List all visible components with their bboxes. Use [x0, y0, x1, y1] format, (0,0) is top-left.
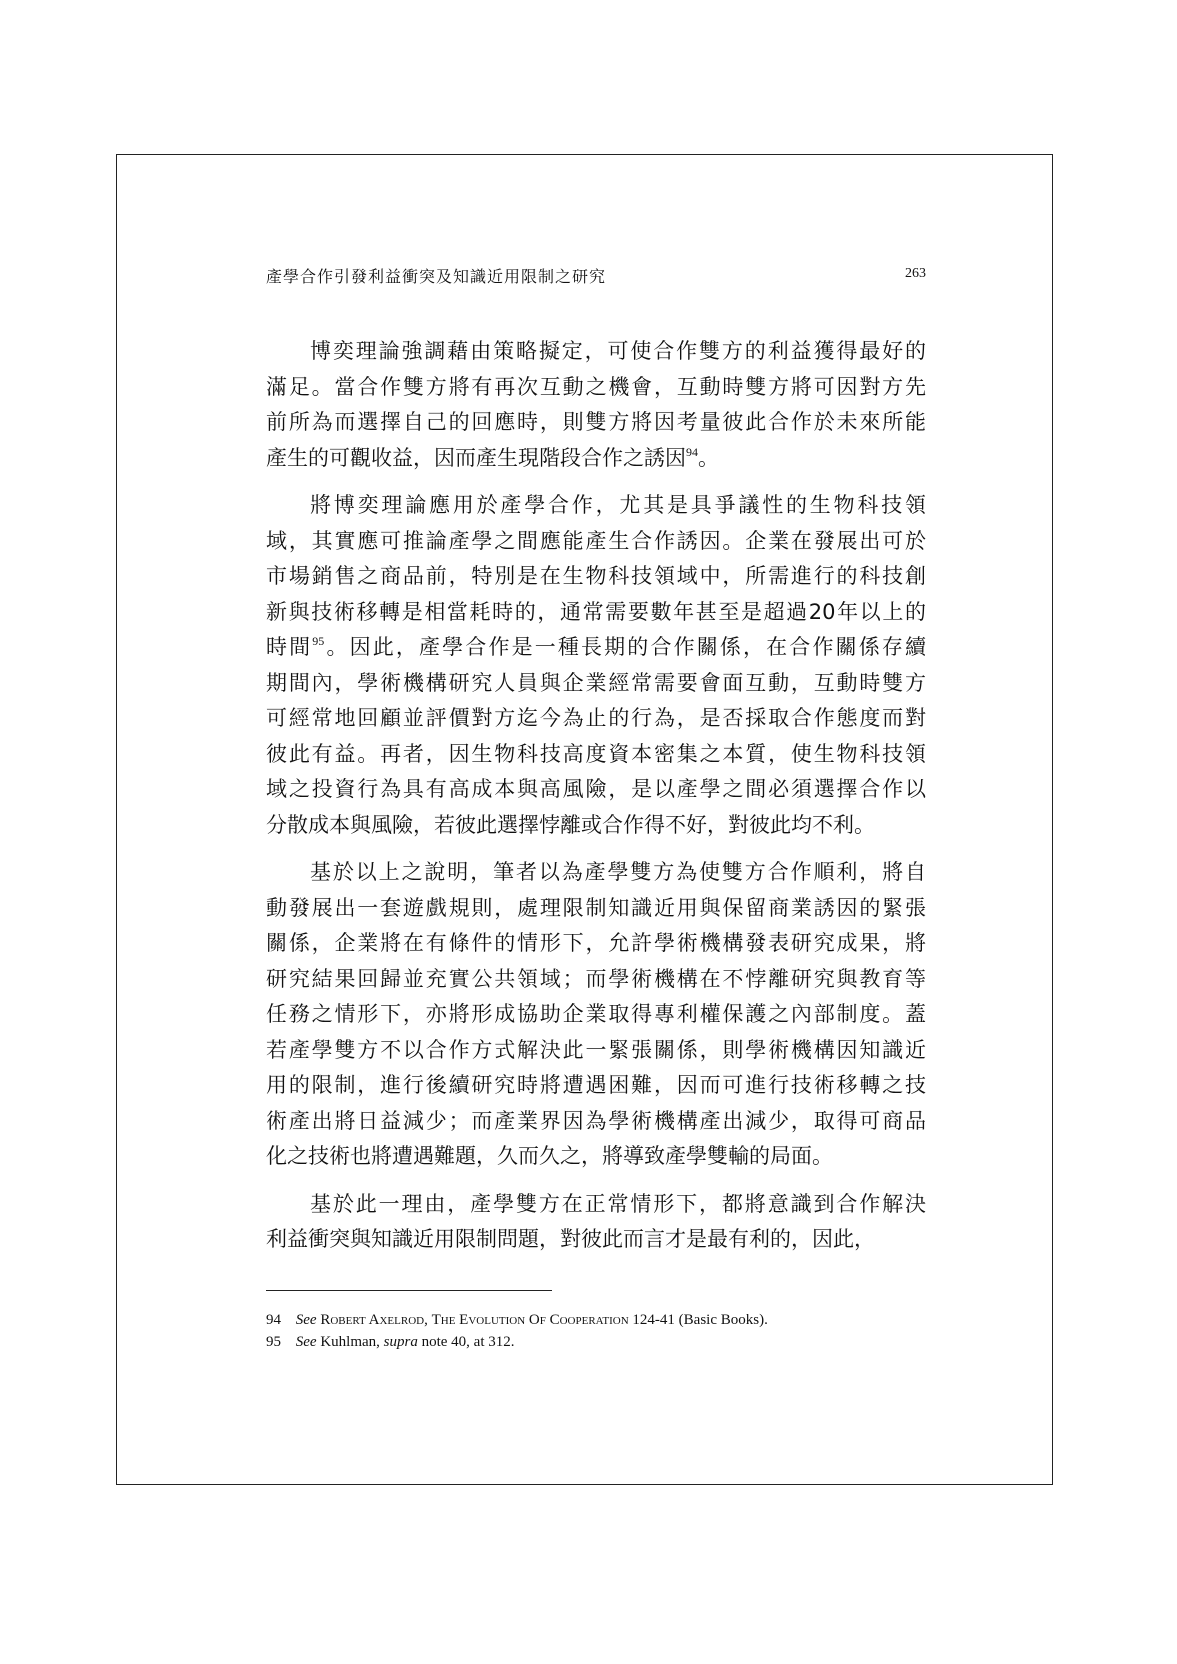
footnote-94: 94 See Robert Axelrod, The Evolution Of Cooperation 124-41 (Basic Books).	[266, 1309, 926, 1331]
footnote-separator	[266, 1290, 552, 1291]
running-title: 產學合作引發利益衝突及知識近用限制之研究	[266, 267, 607, 286]
text-line: 任務之情形下，亦將形成協助企業取得專利權保護之內部制度。蓋	[266, 1002, 926, 1026]
text-line: 研究結果回歸並充實公共領域；而學術機構在不悖離研究與教育等	[266, 966, 926, 991]
text-line: 可經常地回顧並評價對方迄今為止的行為，是否採取合作態度而對	[266, 706, 926, 730]
text-line: 基於以上之說明，筆者以為產學雙方為使雙方合作順利，將自	[310, 860, 926, 884]
footnote-number: 94	[266, 1312, 281, 1328]
footnote-pinpoint: note 40, at 312.	[421, 1334, 515, 1350]
footnote-author: Kuhlman,	[320, 1334, 380, 1350]
text-line: 動發展出一套遊戲規則，處理限制知識近用與保留商業誘因的緊張	[266, 895, 926, 920]
text-line: 市場銷售之商品前，特別是在生物科技領域中，所需進行的科技創	[266, 564, 926, 588]
text-line: 博奕理論強調藉由策略擬定，可使合作雙方的利益獲得最好的	[310, 339, 926, 363]
footnote-pinpoint: 124-41 (Basic Books).	[632, 1312, 768, 1328]
footnote-author: Robert Axelrod	[320, 1312, 425, 1328]
text-line: 彼此有益。再者，因生物科技高度資本密集之本質，使生物科技領	[266, 741, 926, 766]
text-line: 新與技術移轉是相當耗時的，通常需要數年甚至是超過20年以上的	[266, 599, 926, 624]
footnote-95	[266, 1331, 926, 1353]
text-line	[266, 441, 926, 477]
text-line: 利益衝突與知識近用限制問題，對彼此而言才是最有利的，因此，	[266, 1227, 875, 1251]
paragraph-3	[266, 855, 926, 1175]
text-line: 術產出將日益減少；而產業界因為學術機構產出減少，取得可商品	[266, 1108, 926, 1133]
text-line: 將博奕理論應用於產學合作，尤其是具爭議性的生物科技領	[310, 493, 926, 517]
footnote-ref-95[interactable]: 95	[312, 634, 325, 648]
footnote-number: 95	[266, 1334, 281, 1350]
body-text	[266, 334, 926, 1270]
text-line: 域，其實應可推論產學之間應能產生合作誘因。企業在發展出可於	[266, 528, 926, 553]
paragraph-4	[266, 1187, 926, 1258]
page-number: 263	[905, 266, 926, 281]
text-segment: 。因此，產學合作是一種長期的合作關係，在合作關係存續	[324, 635, 927, 659]
text-line: 化之技術也將遭遇難題，久而久之，將導致產學雙輸的局面。	[266, 1144, 833, 1168]
text-line: 分散成本與風險，若彼此選擇悖離或合作得不好，對彼此均不利。	[266, 812, 875, 837]
footnote-supra: supra	[383, 1334, 418, 1350]
text-line: 基於此一理由，產學雙方在正常情形下，都將意識到合作解決	[310, 1191, 926, 1216]
text-line: 關係，企業將在有條件的情形下，允許學術機構發表研究成果，將	[266, 931, 926, 955]
text-line: 滿足。當合作雙方將有再次互動之機會，互動時雙方將可因對方先	[266, 374, 926, 399]
footnote-title: The Evolution Of Cooperation	[431, 1312, 629, 1328]
text-line: 期間內，學術機構研究人員與企業經常需要會面互動，互動時雙方	[266, 670, 926, 695]
paragraph-1	[266, 334, 926, 476]
text-segment: 。	[698, 445, 719, 470]
footnote-signal: See	[295, 1334, 317, 1350]
footnote-signal: See	[295, 1312, 317, 1328]
text-line: 用的限制，進行後續研究時將遭遇困難，因而可進行技術移轉之技	[266, 1073, 926, 1097]
text-segment: 產生的可觀收益，因而產生現階段合作之誘因	[266, 445, 686, 470]
text-line: 若產學雙方不以合作方式解決此一緊張關係，則學術機構因知識近	[266, 1037, 926, 1062]
footnote-ref-94[interactable]: 94	[686, 444, 698, 459]
running-head	[266, 264, 926, 288]
text-segment: 時間	[266, 635, 313, 659]
text-line: 域之投資行為具有高成本與高風險，是以產學之間必須選擇合作以	[266, 777, 926, 801]
text-line	[266, 630, 926, 666]
paragraph-2	[266, 488, 926, 843]
footnotes	[266, 1309, 926, 1353]
text-line: 前所為而選擇自己的回應時，則雙方將因考量彼此合作於未來所能	[266, 410, 926, 434]
